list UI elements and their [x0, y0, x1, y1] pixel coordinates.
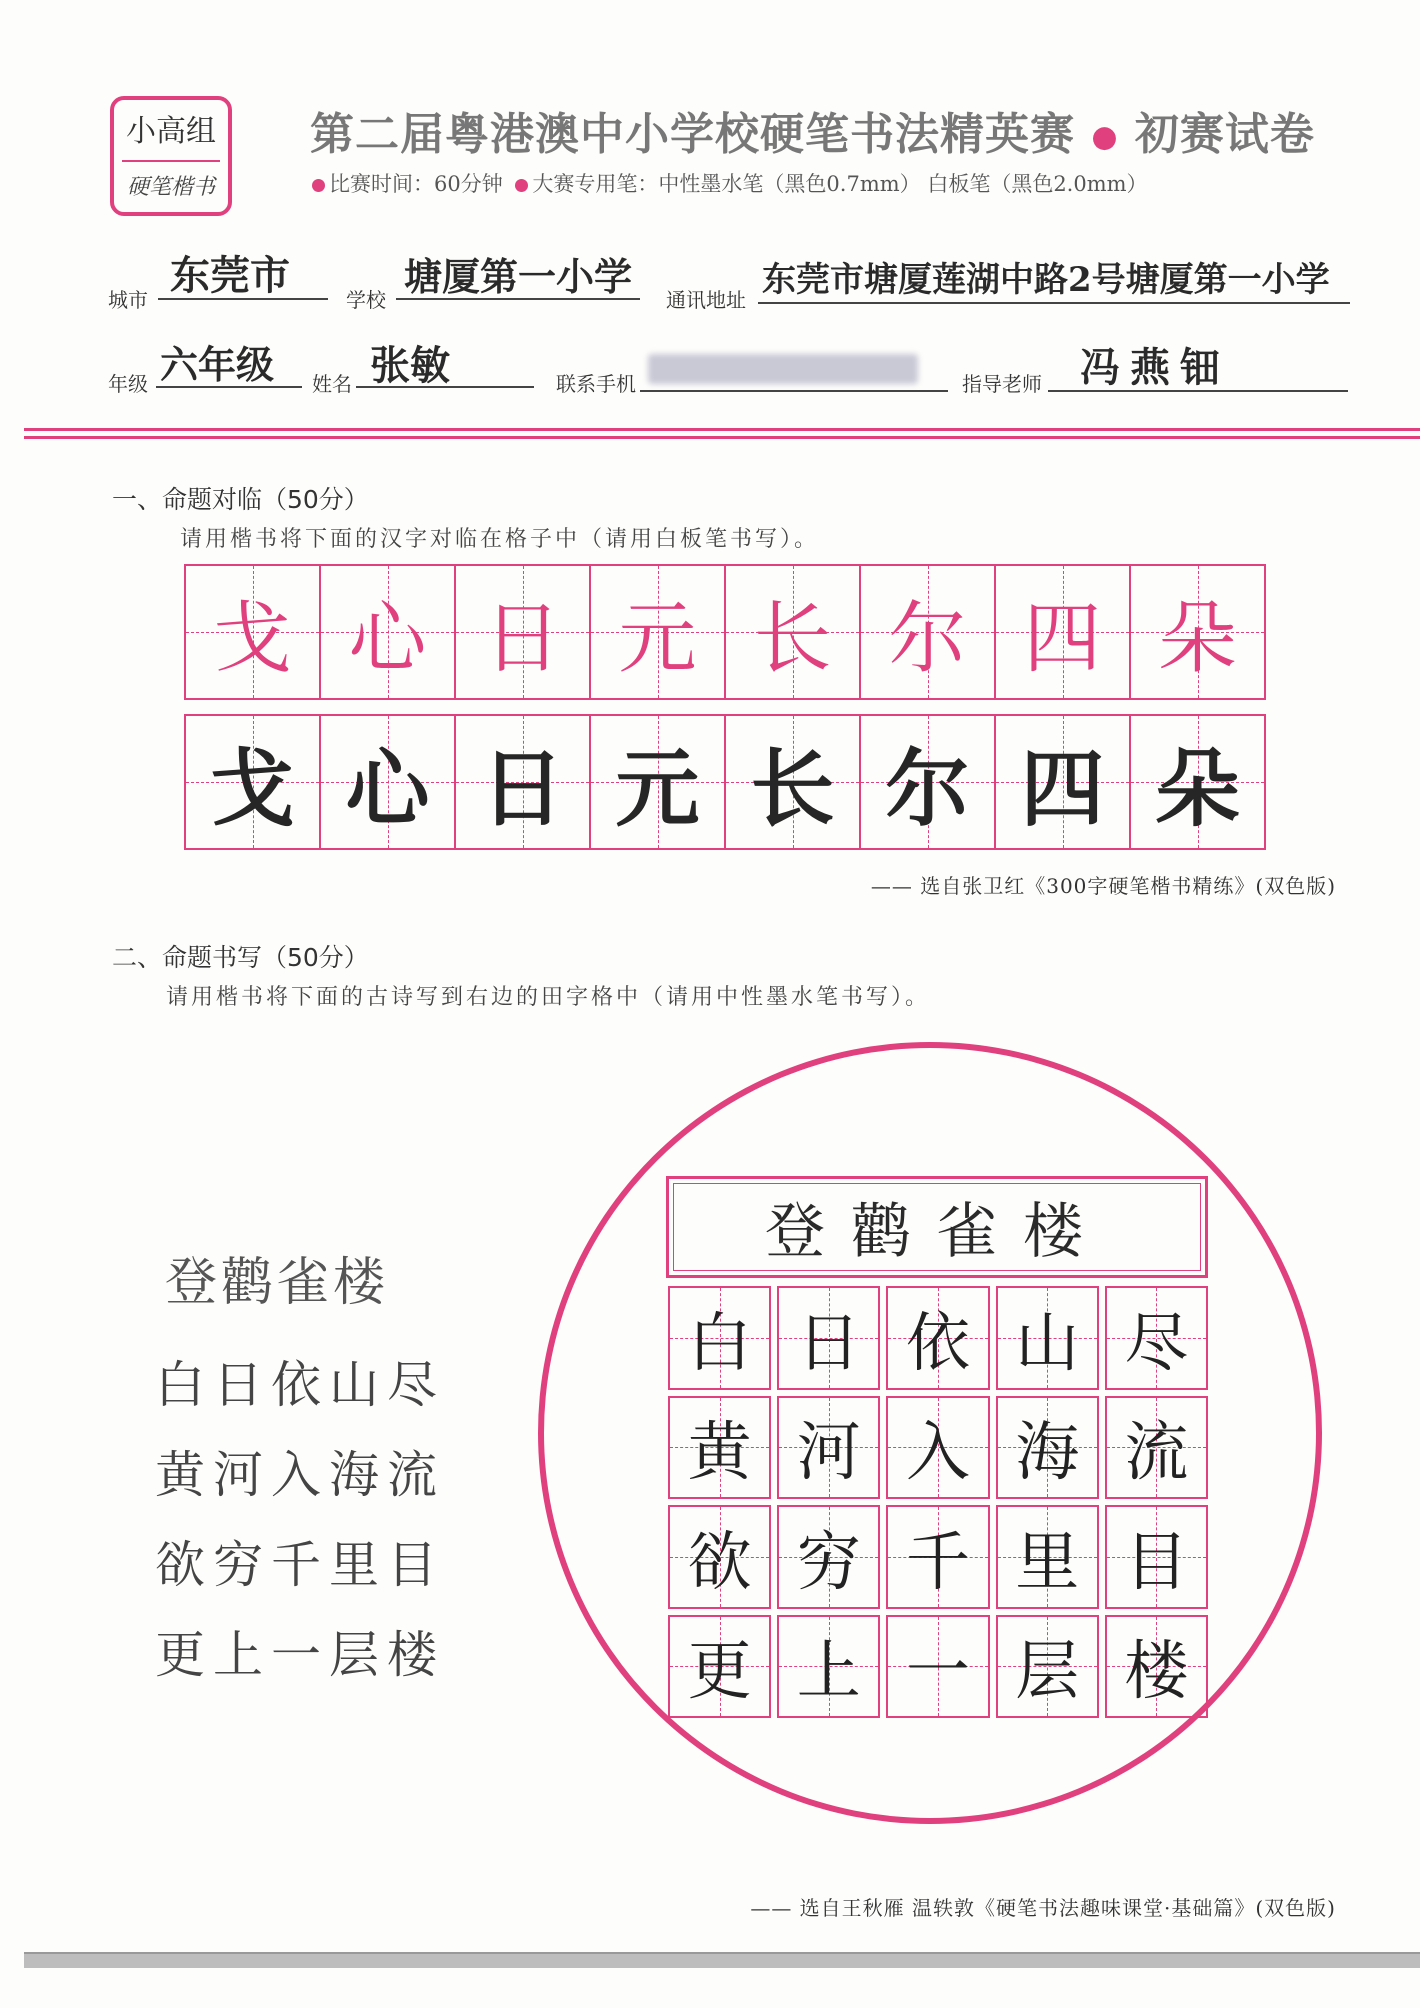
writing-cell[interactable] — [886, 1615, 989, 1719]
written-char: 长 — [750, 738, 835, 838]
writing-cell[interactable] — [1105, 1505, 1208, 1609]
written-char: 朵 — [1155, 738, 1240, 838]
group-badge — [110, 96, 232, 216]
written-char: 海 — [1015, 1416, 1080, 1491]
written-char: 上 — [796, 1635, 861, 1710]
writing-cell[interactable] — [996, 1505, 1099, 1609]
title-bullet-icon: ● — [1091, 119, 1119, 155]
name-label: 姓名 — [312, 372, 352, 396]
model-poem-line: 欲穷千里目 — [155, 1536, 445, 1594]
model-poem-line: 白日依山尽 — [155, 1356, 445, 1414]
writing-cell[interactable] — [996, 1615, 1099, 1719]
writing-cell[interactable] — [668, 1505, 771, 1609]
phone-label: 联系手机 — [556, 372, 636, 396]
model-char: 朵 — [1158, 594, 1237, 684]
school-field[interactable]: 塘厦第一小学 — [404, 254, 633, 299]
writing-cell[interactable] — [996, 1286, 1099, 1390]
written-char: 元 — [615, 738, 700, 838]
written-char: 千 — [905, 1525, 970, 1600]
phone-field-redacted[interactable] — [648, 354, 918, 384]
written-char: 更 — [687, 1635, 752, 1710]
written-char: 尽 — [1124, 1306, 1189, 1381]
writing-cell[interactable] — [996, 1396, 1099, 1500]
title-suffix: 初赛试卷 — [1134, 109, 1315, 160]
writing-cell[interactable] — [1131, 716, 1264, 848]
header-divider — [24, 428, 1420, 431]
written-char: 心 — [345, 738, 430, 838]
model-char-cell — [861, 566, 996, 698]
written-char: 山 — [1015, 1306, 1080, 1381]
section1-instructions: 请用楷书将下面的汉字对临在格子中（请用白板笔书写）。 — [180, 527, 820, 552]
phone-underline — [640, 390, 948, 392]
writing-cell[interactable] — [861, 716, 996, 848]
teacher-field[interactable]: 冯燕钿 — [1080, 344, 1230, 391]
model-char-cell — [726, 566, 861, 698]
written-char: 白 — [687, 1306, 752, 1381]
city-label: 城市 — [108, 288, 148, 312]
exam-time: 比赛时间：60分钟 — [329, 172, 503, 196]
written-poem-title: 登鹳雀楼 — [765, 1197, 1109, 1267]
written-char: 依 — [905, 1306, 970, 1381]
model-char-cell — [321, 566, 456, 698]
address-field[interactable]: 东莞市塘厦莲湖中路2号塘厦第一小学 — [762, 260, 1330, 300]
model-char: 元 — [618, 594, 697, 684]
writing-cell[interactable] — [777, 1286, 880, 1390]
writing-cell[interactable] — [186, 716, 321, 848]
written-title-box[interactable] — [666, 1176, 1208, 1278]
written-char: 穷 — [796, 1525, 861, 1600]
written-char: 尔 — [885, 738, 970, 838]
model-char-cell — [186, 566, 321, 698]
written-char: 层 — [1015, 1635, 1080, 1710]
badge-divider — [122, 160, 220, 162]
written-char: 入 — [905, 1416, 970, 1491]
writing-cell[interactable] — [1105, 1286, 1208, 1390]
writing-cell[interactable] — [668, 1615, 771, 1719]
writing-cell[interactable] — [668, 1396, 771, 1500]
grade-field[interactable]: 六年级 — [160, 342, 275, 387]
exam-info — [312, 168, 1352, 198]
bullet-icon — [312, 179, 325, 192]
badge-group-label: 小高组 — [126, 114, 216, 149]
written-char: 欲 — [687, 1525, 752, 1600]
writing-cell[interactable] — [777, 1396, 880, 1500]
model-char-cell — [591, 566, 726, 698]
model-char: 四 — [1023, 594, 1102, 684]
model-char: 长 — [753, 594, 832, 684]
written-char: 一 — [905, 1635, 970, 1710]
bullet-icon — [515, 179, 528, 192]
grade-label: 年级 — [108, 372, 148, 396]
written-char: 日 — [480, 738, 565, 838]
model-char-cell — [456, 566, 591, 698]
address-label: 通讯地址 — [666, 288, 746, 312]
model-poem — [155, 1240, 475, 1705]
written-char: 流 — [1124, 1416, 1189, 1491]
name-field[interactable]: 张敏 — [370, 342, 450, 389]
model-char: 心 — [348, 594, 427, 684]
writing-char-row — [184, 714, 1266, 850]
model-poem-line: 黄河入海流 — [155, 1446, 445, 1504]
written-char: 四 — [1020, 738, 1105, 838]
section2-instructions: 请用楷书将下面的古诗写到右边的田字格中（请用中性墨水笔书写）。 — [166, 985, 931, 1010]
teacher-label: 指导老师 — [962, 372, 1042, 396]
written-poem-grid — [668, 1286, 1208, 1718]
model-char-row — [184, 564, 1266, 700]
written-char: 目 — [1124, 1525, 1189, 1600]
writing-cell[interactable] — [886, 1286, 989, 1390]
written-char: 楼 — [1124, 1635, 1189, 1710]
writing-cell[interactable] — [886, 1396, 989, 1500]
writing-cell[interactable] — [996, 716, 1131, 848]
model-char-cell — [1131, 566, 1264, 698]
address-underline — [758, 302, 1350, 304]
school-label: 学校 — [346, 288, 386, 312]
model-poem-line: 更上一层楼 — [155, 1626, 445, 1684]
header-divider — [24, 436, 1420, 439]
written-char: 黄 — [687, 1416, 752, 1491]
section1-source-credit: —— 选自张卫红《300字硬笔楷书精练》(双色版) — [870, 874, 1336, 898]
model-char-cell — [996, 566, 1131, 698]
page-title — [310, 98, 1340, 162]
bottom-border — [24, 1952, 1420, 1968]
section2-source-credit: —— 选自王秋雁 温轶敦《硬笔书法趣味课堂·基础篇》(双色版) — [750, 1896, 1336, 1920]
writing-cell[interactable] — [456, 716, 591, 848]
writing-cell[interactable] — [668, 1286, 771, 1390]
title-text: 第二届粤港澳中小学校硬笔书法精英赛 — [310, 109, 1075, 160]
section2-title: 二、命题书写（50分） — [112, 943, 369, 972]
written-char: 戈 — [210, 738, 295, 838]
writing-cell[interactable] — [1105, 1615, 1208, 1719]
badge-style-label: 硬笔楷书 — [126, 175, 215, 200]
written-char: 河 — [796, 1416, 861, 1491]
model-poem-title: 登鹳雀楼 — [165, 1253, 390, 1313]
writing-cell[interactable] — [777, 1615, 880, 1719]
section1-title: 一、命题对临（50分） — [112, 485, 369, 514]
writing-cell[interactable] — [726, 716, 861, 848]
writing-cell[interactable] — [591, 716, 726, 848]
writing-cell[interactable] — [777, 1505, 880, 1609]
exam-pens: 大赛专用笔：中性墨水笔（黑色0.7mm） 白板笔（黑色2.0mm） — [532, 172, 1148, 196]
writing-cell[interactable] — [886, 1505, 989, 1609]
writing-cell[interactable] — [1105, 1396, 1208, 1500]
written-char: 里 — [1015, 1525, 1080, 1600]
model-char: 尔 — [888, 594, 967, 684]
model-char: 日 — [483, 594, 562, 684]
written-char: 日 — [796, 1306, 861, 1381]
writing-cell[interactable] — [321, 716, 456, 848]
model-char: 戈 — [213, 594, 292, 684]
city-field[interactable]: 东莞市 — [170, 252, 290, 299]
